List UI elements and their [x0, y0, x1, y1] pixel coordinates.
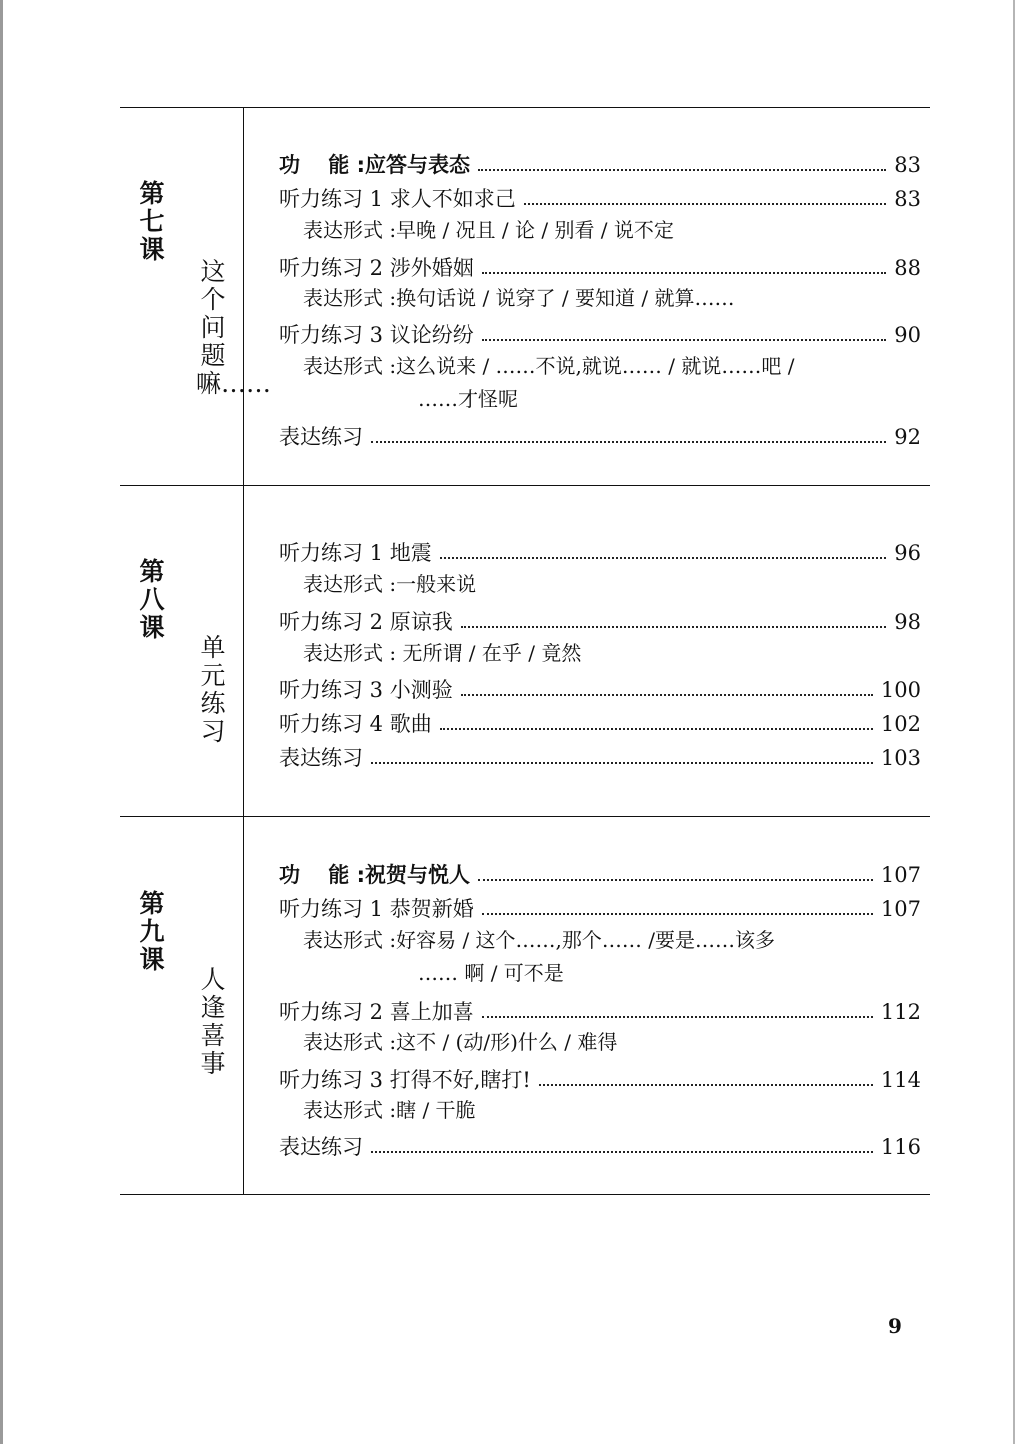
entry-page: 92 — [894, 425, 921, 449]
dot-leader — [482, 272, 887, 274]
lesson-title-9: 人逢喜事 — [200, 965, 226, 1078]
entry-label: 功 能 :应答与表态 — [279, 153, 471, 177]
toc-entry-listening[interactable] — [279, 534, 921, 566]
expression-forms: 表达形式 :这不 / (动/形)什么 / 难得 — [303, 1030, 618, 1054]
entry-page: 88 — [894, 256, 921, 280]
toc-entry-listening[interactable] — [279, 180, 921, 212]
entry-page: 102 — [880, 712, 921, 736]
entry-page: 98 — [894, 610, 921, 634]
toc-entry-expression-practice[interactable] — [279, 1128, 921, 1160]
toc-entry-listening[interactable] — [279, 316, 921, 348]
dot-leader — [440, 557, 887, 559]
dot-leader — [461, 694, 873, 696]
expression-forms: 表达形式 :一般来说 — [303, 572, 477, 596]
lesson-title-7: 这个问题嘛…… — [196, 257, 272, 398]
entry-label: 听力练习 4 歌曲 — [279, 712, 432, 736]
entry-page: 96 — [894, 541, 921, 565]
toc-entry-expression-practice[interactable] — [279, 418, 921, 450]
entry-label: 表达练习 — [279, 1135, 363, 1159]
column-divider — [243, 107, 244, 1195]
entry-label: 听力练习 2 喜上加喜 — [279, 1000, 474, 1024]
expression-forms-cont: ……才怪呢 — [418, 387, 518, 411]
dot-leader — [524, 203, 887, 205]
toc-entry-listening[interactable] — [279, 603, 921, 635]
entry-page: 114 — [880, 1068, 921, 1092]
entry-page: 90 — [894, 323, 921, 347]
page-number: 9 — [888, 1314, 902, 1338]
lesson-title-8: 单元练习 — [200, 633, 226, 746]
entry-label: 听力练习 1 地震 — [279, 541, 432, 565]
dot-leader — [539, 1084, 873, 1086]
entry-label: 听力练习 2 涉外婚姻 — [279, 256, 474, 280]
entry-label: 听力练习 2 原谅我 — [279, 610, 453, 634]
expression-forms: 表达形式 :好容易 / 这个……,那个…… /要是……该多 — [303, 928, 776, 952]
entry-page: 107 — [880, 863, 921, 887]
dot-leader — [371, 762, 873, 764]
entry-page: 116 — [880, 1135, 921, 1159]
expression-forms: 表达形式 :早晚 / 况且 / 论 / 别看 / 说不定 — [303, 218, 674, 242]
entry-label: 听力练习 1 求人不如求己 — [279, 187, 516, 211]
section-divider — [120, 107, 930, 108]
entry-page: 103 — [880, 746, 921, 770]
expression-forms-cont: …… 啊 / 可不是 — [418, 961, 564, 985]
dot-leader — [482, 913, 873, 915]
entry-label: 听力练习 3 小测验 — [279, 678, 453, 702]
section-divider — [120, 485, 930, 486]
entry-page: 100 — [880, 678, 921, 702]
entry-page: 83 — [894, 187, 921, 211]
toc-entry-function[interactable] — [279, 856, 921, 888]
dot-leader — [371, 1151, 873, 1153]
entry-label: 表达练习 — [279, 746, 363, 770]
entry-label: 听力练习 1 恭贺新婚 — [279, 897, 474, 921]
toc-entry-listening[interactable] — [279, 890, 921, 922]
dot-leader — [482, 339, 887, 341]
toc-entry-listening[interactable] — [279, 993, 921, 1025]
entry-label: 表达练习 — [279, 425, 363, 449]
dot-leader — [440, 728, 873, 730]
lesson-number-8: 第八课 — [139, 557, 165, 642]
toc-entry-expression-practice[interactable] — [279, 739, 921, 771]
dot-leader — [371, 441, 886, 443]
expression-forms: 表达形式 : 无所谓 / 在乎 / 竟然 — [303, 641, 582, 665]
section-divider — [120, 1194, 930, 1195]
entry-label: 听力练习 3 打得不好,瞎打! — [279, 1068, 531, 1092]
dot-leader — [461, 626, 887, 628]
entry-label: 功 能 :祝贺与悦人 — [279, 863, 471, 887]
toc-entry-listening[interactable] — [279, 249, 921, 281]
section-divider — [120, 816, 930, 817]
dot-leader — [478, 169, 886, 171]
toc-entry-function[interactable] — [279, 146, 921, 178]
entry-page: 112 — [880, 1000, 921, 1024]
scan-edge-left — [0, 0, 3, 1444]
lesson-number-7: 第七课 — [139, 179, 165, 264]
entry-page: 107 — [880, 897, 921, 921]
entry-label: 听力练习 3 议论纷纷 — [279, 323, 474, 347]
lesson-number-9: 第九课 — [139, 889, 165, 974]
toc-entry-listening[interactable] — [279, 1061, 921, 1093]
toc-entry-listening[interactable] — [279, 671, 921, 703]
expression-forms: 表达形式 :这么说来 / ……不说,就说…… / 就说……吧 / — [303, 354, 795, 378]
toc-entry-listening[interactable] — [279, 705, 921, 737]
expression-forms: 表达形式 :换句话说 / 说穿了 / 要知道 / 就算…… — [303, 286, 735, 310]
dot-leader — [482, 1016, 873, 1018]
dot-leader — [478, 879, 873, 881]
expression-forms: 表达形式 :瞎 / 干脆 — [303, 1098, 476, 1122]
entry-page: 83 — [894, 153, 921, 177]
